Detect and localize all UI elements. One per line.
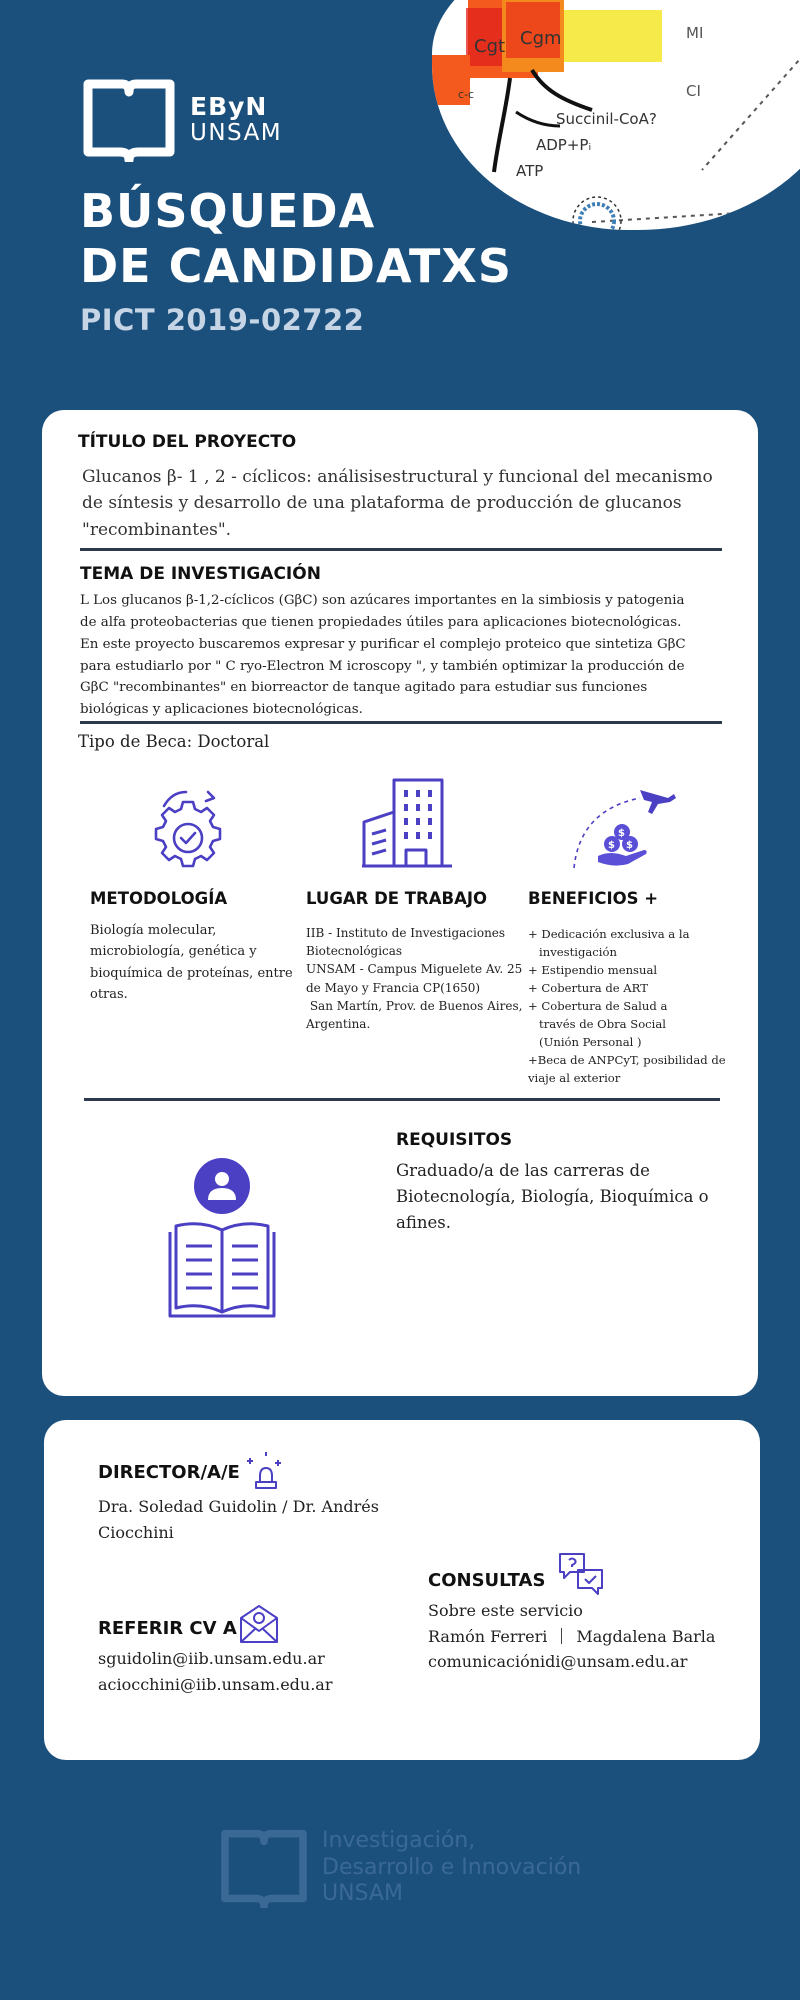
project-section-title: TÍTULO DEL PROYECTO [78,432,297,452]
text-line: través de Obra Social [528,1016,666,1031]
project-card [42,410,758,1396]
research-line: para estudiarlo por " C ryo-Electron M icroscopy ", y también optimizar la producción de [80,658,685,674]
consultas-info [428,1598,715,1675]
svg-text:$: $ [608,840,615,851]
svg-text:$: $ [618,828,625,839]
research-line: biológicas y aplicaciones biotecnológicas. [80,702,363,718]
text-line: Argentina. [306,1017,371,1032]
page-title [80,184,512,294]
text-line: Ciocchini [98,1522,174,1542]
label-succinil: Succinil-CoA? [556,110,657,128]
logo-line2: UNSAM [190,120,283,147]
beca-type: Tipo de Beca: Doctoral [78,732,270,751]
text-line: + Estipendio mensual [528,962,658,977]
building-icon [360,774,456,870]
divider [80,548,722,551]
cv-emails [98,1646,332,1697]
open-book-logo-icon [82,78,176,162]
project-title-text: Glucanos β- 1 , 2 - cíclicos: análisisestructural y funcional del mecanismo de síntesis y desarrollo de una plataforma de producción de glucanos "recombinantes". [82,467,713,540]
text-line: de Mayo y Francia CP(1650) [306,980,481,995]
lugar-title: LUGAR DE TRABAJO [306,889,488,908]
page-subtitle: PICT 2019-02722 [80,303,365,337]
reader-book-icon [164,1156,280,1320]
svg-text:$: $ [626,840,633,851]
metodologia-title: METODOLOGÍA [90,889,228,908]
chat-question-icon [558,1552,604,1596]
research-line: GβC "recombinantes" en biorreactor de tanque agitado para estudiar sus funciones [80,680,648,696]
contact-name: Magdalena Barla [576,1626,716,1646]
title-line2: DE CANDIDATXS [80,239,512,294]
logo-line1: EByN [190,92,268,122]
divider [80,721,722,724]
lugar-text [306,924,522,1033]
text-line: otras. [90,987,128,1003]
footer-line: Investigación, [322,1828,476,1854]
beneficios-title: BENEFICIOS + [528,889,659,908]
label-mi: MI [686,24,704,42]
text-line: + Cobertura de Salud a [528,998,668,1013]
requirements-text: Graduado/a de las carreras de Biotecnología, Biología, Bioquímica o afines. [396,1161,709,1233]
open-book-logo-icon [218,1828,310,1908]
research-section-title: TEMA DE INVESTIGACIÓN [80,564,321,584]
text-line: + Dedicación exclusiva a la [528,927,690,941]
beneficios-text [528,926,726,1088]
consultas-title: CONSULTAS [428,1570,546,1591]
footer-line: Desarrollo e Innovación [322,1854,582,1880]
consultas-names [428,1624,715,1650]
director-names [98,1494,379,1545]
label-cgt: Cgt [474,36,506,57]
ebyn-logo [82,78,282,162]
requirements-title: REQUISITOS [396,1130,513,1150]
text-line: microbiología, genética y [90,944,257,960]
label-cgm: Cgm [520,28,562,49]
text-line: (Unión Personal ) [528,1034,642,1049]
label-atp: ATP [516,162,544,180]
footer-line: UNSAM [322,1881,403,1907]
text-line: investigación [528,944,617,959]
director-title: DIRECTOR/A/E [98,1462,240,1483]
plane-money-icon [570,780,680,872]
text-line: bioquímica de proteínas, entre [90,965,293,981]
text-line: San Martín, Prov. de Buenos Aires, [306,998,523,1013]
email-link[interactable]: sguidolin@iib.unsam.edu.ar [98,1649,325,1668]
text-line: Dra. Soledad Guidolin / Dr. Andrés [98,1497,379,1516]
text-line: viaje al exterior [528,1070,621,1085]
text-line: + Cobertura de ART [528,980,648,995]
text-line: IIB - Instituto de Investigaciones [306,926,506,940]
email-link[interactable]: aciocchini@iib.unsam.edu.ar [98,1674,333,1694]
research-line: L Los glucanos β-1,2-cíclicos (GβC) son azúcares importantes en la simbiosis y patogenia [80,593,685,608]
mail-icon [238,1604,280,1644]
consultas-subtitle: Sobre este servicio [428,1601,583,1620]
divider [84,1098,720,1101]
text-line: UNSAM - Campus Miguelete Av. 25 [306,962,523,977]
cv-title: REFERIR CV A [98,1618,237,1639]
name-separator [561,1628,562,1644]
gear-check-icon [146,782,230,872]
contact-name: Ramón Ferreri [428,1626,548,1646]
text-line: Biología molecular, [90,923,217,938]
label-cc: c-c [458,88,475,101]
research-text [80,590,730,721]
label-ci: CI [686,82,701,100]
metodologia-text [90,920,293,1006]
research-line: de alfa proteobacterias que tienen propiedades útiles para aplicaciones biotecnológicas. [80,614,682,630]
research-line: En este proyecto buscaremos expresar y purificar el complejo proteico que sintetiza GβC [80,636,686,652]
label-adp: ADP+Pᵢ [536,136,592,154]
footer-logo [218,1828,581,1908]
contacts-card [44,1420,760,1760]
text-line: Biotecnológicas [306,944,403,959]
lamp-icon [246,1450,286,1490]
text-line: +Beca de ANPCyT, posibilidad de [528,1052,726,1067]
email-link[interactable]: comunicaciónidi@unsam.edu.ar [428,1652,688,1672]
title-line1: BÚSQUEDA [80,184,376,238]
